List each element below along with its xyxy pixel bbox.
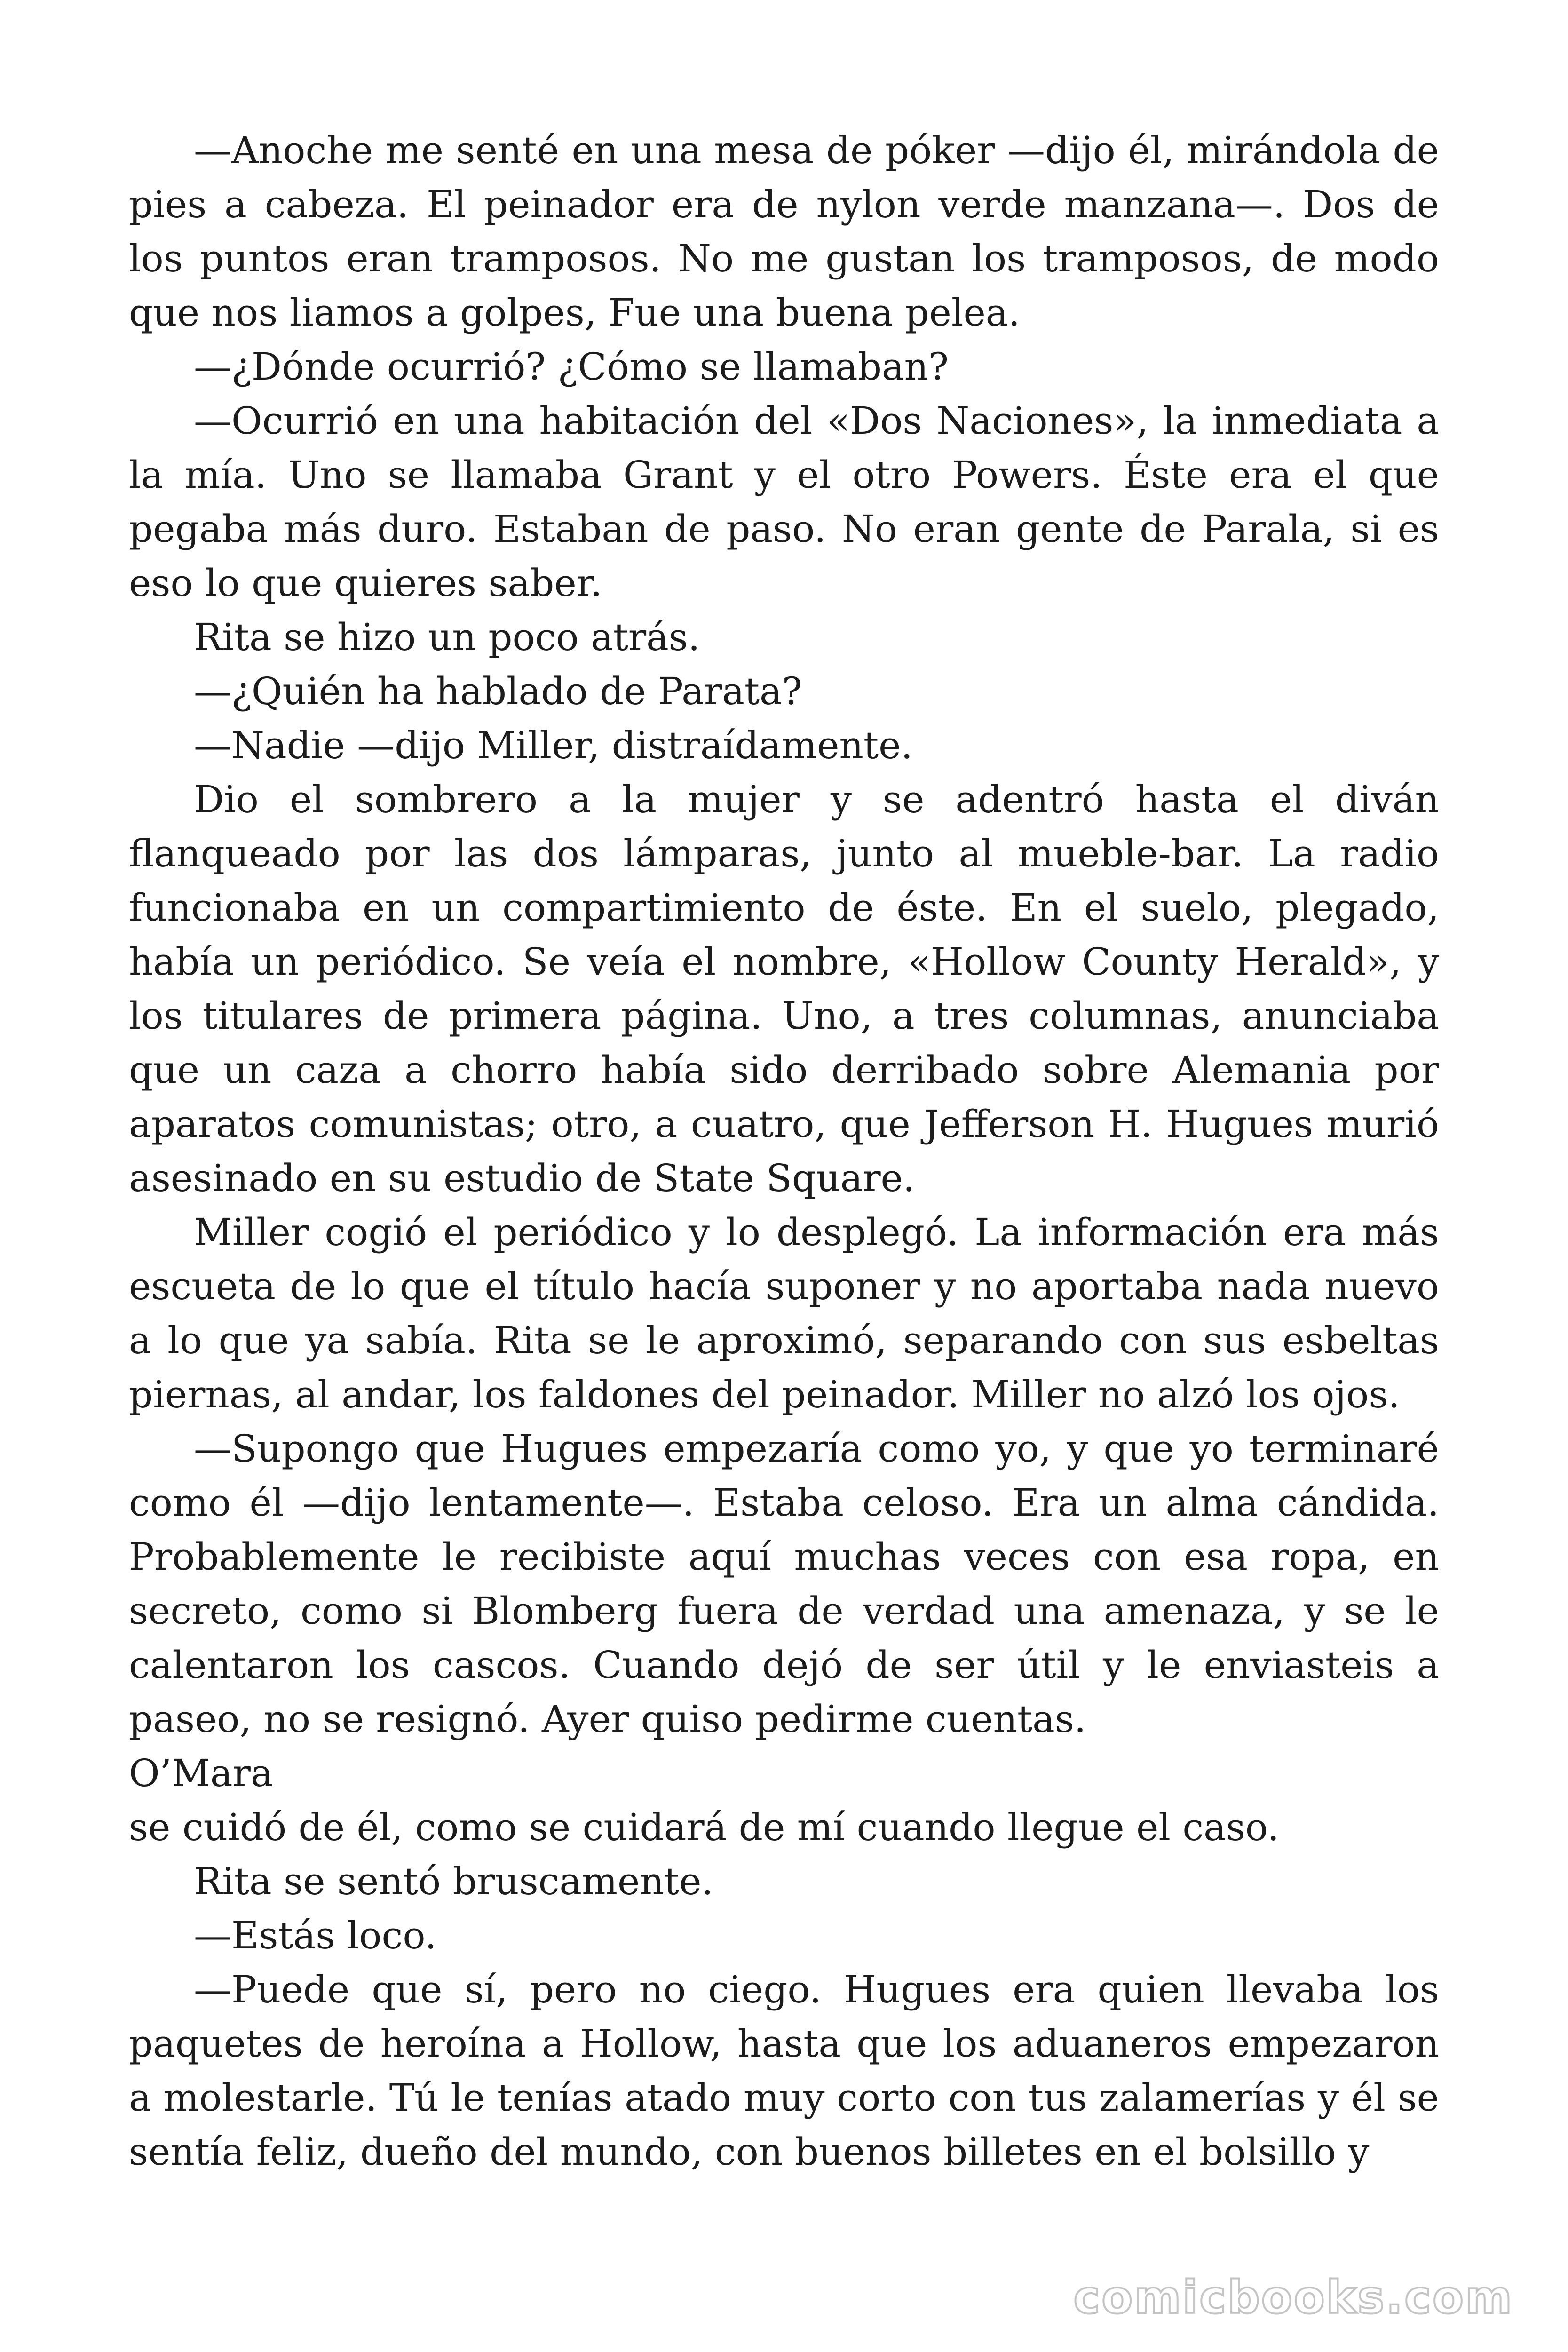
paragraph: Miller cogió el periódico y lo desplegó. La información era más escueta de lo que el título hacía suponer y no aportaba nada nuevo a lo que ya sabía. Rita se le aproximó, separando con sus esbeltas piernas, al andar, los faldones del peinador. Miller no alzó los ojos. bbox=[129, 1210, 1439, 1416]
paragraph: Rita se sentó bruscamente. bbox=[194, 1859, 713, 1903]
paragraph: —Anoche me senté en una mesa de póker —dijo él, mirándola de pies a cabeza. El peinador era de nylon verde manzana—. Dos de los puntos eran tramposos. No me gustan los tramposos, de modo que nos liamos a golpes, Fue una buena pelea. bbox=[129, 128, 1439, 334]
paragraph: —Estás loco. bbox=[194, 1914, 437, 1957]
paragraph: se cuidó de él, como se cuidará de mí cuando llegue el caso. bbox=[129, 1805, 1280, 1849]
watermark: comicbooks.com bbox=[1073, 2271, 1513, 2324]
paragraph: Dio el sombrero a la mujer y se adentró hasta el diván flanqueado por las dos lámparas, junto al mueble-bar. La radio funcionaba en un compartimiento de éste. En el suelo, plegado, había un periódico. Se veía el nombre, «Hollow County Herald», y los titulares de primera página. Uno, a tres columnas, anunciaba que un caza a chorro había sido derribado sobre Alemania por aparatos comunistas; otro, a cuatro, que Jefferson H. Hugues murió asesinado en su estudio de State Square. bbox=[129, 778, 1439, 1200]
paragraph: —Puede que sí, pero no ciego. Hugues era quien llevaba los paquetes de heroína a Hollow, hasta que los aduaneros empezaron a molestarle. Tú le tenías atado muy corto con tus zalamerías y él se sentía feliz, dueño del mundo, con buenos billetes en el bolsillo y bbox=[129, 1968, 1439, 2174]
paragraph: —Nadie —dijo Miller, distraídamente. bbox=[194, 723, 913, 767]
paragraph: —Ocurrió en una habitación del «Dos Naciones», la inmediata a la mía. Uno se llamaba Grant y el otro Powers. Éste era el que pegaba más duro. Estaban de paso. No eran gente de Parala, si es eso lo que quieres saber. bbox=[129, 399, 1439, 605]
book-page-text bbox=[129, 123, 1439, 2179]
paragraph: O’Mara bbox=[129, 1751, 273, 1795]
paragraph: —¿Dónde ocurrió? ¿Cómo se llamaban? bbox=[194, 345, 949, 389]
paragraph: —¿Quién ha hablado de Parata? bbox=[194, 669, 802, 713]
paragraph: —Supongo que Hugues empezaría como yo, y que yo terminaré como él —dijo lentamente—. Estaba celoso. Era un alma cándida. Probablemente le recibiste aquí muchas veces con esa ropa, en secreto, como si Blomberg fuera de verdad una amenaza, y se le calentaron los cascos. Cuando dejó de ser útil y le enviasteis a paseo, no se resignó. Ayer quiso pedirme cuentas. bbox=[129, 1427, 1439, 1741]
paragraph: Rita se hizo un poco atrás. bbox=[194, 615, 700, 659]
